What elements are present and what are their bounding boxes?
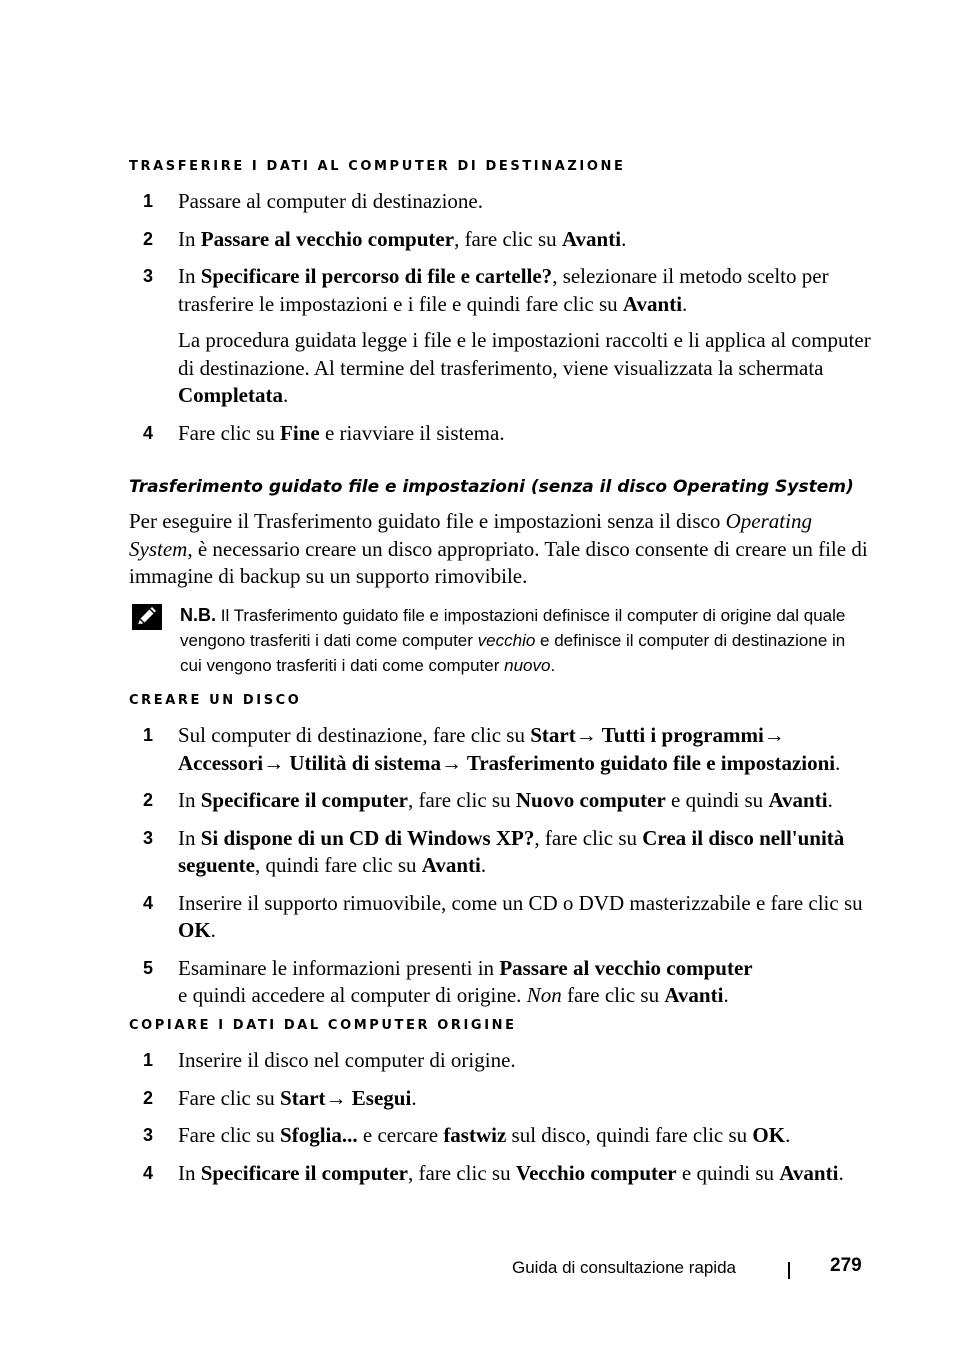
ui-term: Avanti: [561, 226, 622, 251]
section-heading: COPIARE I DATI DAL COMPUTER ORIGINE: [129, 1018, 517, 1033]
step-text: .: [827, 788, 833, 812]
list-item: [143, 890, 873, 945]
step-number: 1: [143, 191, 154, 211]
arrow-glyph: →: [263, 750, 285, 775]
step-number: 3: [143, 266, 154, 286]
subsection-title: Trasferimento guidato file e impostazioni (senza il disco Operating System): [129, 477, 854, 497]
step-text: In: [178, 788, 201, 812]
running-footer-title: Guida di consultazione rapida: [512, 1258, 736, 1277]
ui-term: Start: [280, 1085, 326, 1110]
step-number: 1: [143, 1050, 154, 1070]
ui-term: Utilità di sistema: [284, 750, 442, 775]
ui-term: Vecchio computer: [515, 1160, 677, 1185]
step-text: .: [835, 750, 841, 775]
step-text: e quindi accedere al computer di origine.: [178, 983, 527, 1007]
steps-list: [143, 1047, 873, 1197]
step-text: La procedura guidata legge i file e le impostazioni raccolti e li applica al computer di destinazione. Al termine del trasferimento, viene visualizzata la schermata: [178, 328, 871, 380]
ui-term: Crea il disco nell'unità seguente: [178, 825, 845, 877]
list-item: [143, 825, 873, 880]
step-text: In: [178, 1160, 201, 1185]
ui-term: Nuovo computer: [515, 788, 666, 812]
list-item: [143, 787, 873, 815]
step-number: 5: [143, 957, 154, 978]
paragraph-text: Per eseguire il Trasferimento guidato file e impostazioni senza il disco: [129, 509, 726, 533]
step-text: , quindi fare clic su: [255, 853, 422, 877]
step-number: 2: [143, 1087, 154, 1108]
list-item: [143, 263, 873, 410]
list-item: [143, 1085, 873, 1113]
step-text: .: [210, 918, 216, 942]
list-item: [143, 188, 873, 216]
italic-term: Non: [526, 983, 562, 1007]
step-number: 1: [143, 725, 154, 745]
ui-term: Tutti i programmi: [596, 723, 764, 747]
italic-term: Operating System: [129, 509, 812, 561]
step-text: , selezionare il metodo scelto per trasferire le impostazioni e i file e quindi fare clic su: [178, 264, 829, 316]
step-number: 3: [143, 1125, 154, 1145]
step-text: Sul computer di destinazione, fare clic su: [178, 723, 531, 747]
step-text: Esaminare le informazioni presenti in: [178, 955, 500, 980]
pencil-note-icon: [131, 603, 163, 631]
step-text: , fare clic su: [407, 1160, 516, 1185]
note-body: e definisce il computer di destinazione in cui vengono trasferiti i dati come computer: [180, 631, 846, 675]
step-text: fare clic su: [561, 983, 665, 1007]
ui-term: Avanti: [622, 291, 683, 316]
step-text: In: [178, 226, 201, 251]
step-text: Fare clic su: [178, 420, 281, 445]
step-text: In: [178, 264, 201, 288]
step-text: .: [411, 1085, 417, 1110]
ui-term: Specificare il computer: [200, 788, 408, 812]
ui-term: OK: [752, 1123, 786, 1147]
paragraph-text: , è necessario creare un disco appropriato. Tale disco consente di creare un file di immagine di backup su un supporto rimovibile.: [129, 536, 868, 588]
step-number: 3: [143, 827, 154, 848]
step-text: e riavviare il sistema.: [319, 420, 505, 445]
note-label: N.B.: [180, 605, 216, 625]
step-text: Inserire il supporto rimuovibile, come un CD o DVD masterizzabile e fare clic su: [178, 890, 863, 915]
list-item: [143, 1122, 873, 1150]
step-text: .: [838, 1160, 844, 1185]
step-text: sul disco, quindi fare clic su: [506, 1123, 753, 1147]
ui-term: Specificare il computer: [200, 1160, 408, 1185]
step-text: , fare clic su: [534, 825, 643, 850]
ui-term: Avanti: [421, 853, 481, 877]
intro-paragraph: [129, 508, 869, 591]
arrow-glyph: →: [763, 723, 785, 747]
step-text: .: [621, 226, 627, 251]
list-item: [143, 722, 873, 777]
step-text: , fare clic su: [454, 226, 562, 251]
step-text: In: [178, 825, 201, 850]
ui-term: Avanti: [664, 983, 724, 1007]
step-number: 4: [143, 422, 154, 443]
italic-term: vecchio: [477, 631, 536, 650]
arrow-glyph: →: [575, 723, 597, 747]
ui-term: Passare al vecchio computer: [499, 955, 753, 980]
ui-term: Specificare il percorso di file e cartelle?: [200, 264, 553, 288]
page-number: 279: [830, 1255, 862, 1276]
step-text: e quindi su: [676, 1160, 780, 1185]
note-text: [180, 603, 870, 678]
step-text: .: [723, 983, 729, 1007]
list-item: [143, 1160, 873, 1188]
step-text: e quindi su: [665, 788, 769, 812]
arrow-glyph: →: [325, 1085, 347, 1110]
step-number: 2: [143, 228, 154, 249]
footer-divider: [788, 1262, 790, 1279]
ui-term: Sfoglia...: [280, 1123, 358, 1147]
list-item: [143, 955, 873, 1010]
ui-term: Si dispone di un CD di Windows XP?: [200, 825, 535, 850]
ui-term: Passare al vecchio computer: [200, 226, 455, 251]
step-text: .: [785, 1123, 791, 1147]
ui-term: OK: [178, 918, 211, 942]
step-text: .: [480, 853, 487, 877]
steps-list: [143, 722, 873, 1020]
step-text: , fare clic su: [407, 788, 516, 812]
ui-term: Avanti: [768, 788, 828, 812]
ui-term: fastwiz: [443, 1123, 507, 1147]
note-body: .: [550, 656, 556, 675]
ui-term: Esegui: [346, 1085, 412, 1110]
arrow-glyph: →: [441, 750, 463, 775]
list-item: [143, 226, 873, 254]
step-text: .: [682, 291, 688, 316]
step-number: 4: [143, 1162, 154, 1183]
step-text: Inserire il disco nel computer di origine.: [178, 1048, 516, 1072]
section-heading: CREARE UN DISCO: [129, 693, 302, 708]
step-text: e cercare: [357, 1123, 444, 1147]
step-text: Fare clic su: [178, 1085, 281, 1110]
ui-term: Completata: [178, 383, 283, 407]
step-text: Passare al computer di destinazione.: [178, 189, 483, 213]
ui-term: Accessori: [178, 750, 264, 775]
ui-term: Avanti: [779, 1160, 839, 1185]
step-text: Fare clic su: [178, 1123, 281, 1147]
step-number: 2: [143, 790, 154, 810]
ui-term: Start: [530, 723, 576, 747]
ui-term: Fine: [280, 420, 320, 445]
step-number: 4: [143, 892, 154, 913]
italic-term: nuovo: [504, 656, 551, 675]
step-text: .: [282, 383, 289, 407]
list-item: [143, 420, 873, 448]
ui-term: Trasferimento guidato file e impostazioni: [462, 750, 836, 775]
note-body: Il Trasferimento guidato file e impostazioni definisce il computer di origine dal quale vengono trasferiti i dati come computer: [180, 606, 846, 650]
list-item: [143, 1047, 873, 1075]
steps-list: [143, 188, 873, 457]
section-heading: TRASFERIRE I DATI AL COMPUTER DI DESTINAZIONE: [129, 159, 626, 174]
